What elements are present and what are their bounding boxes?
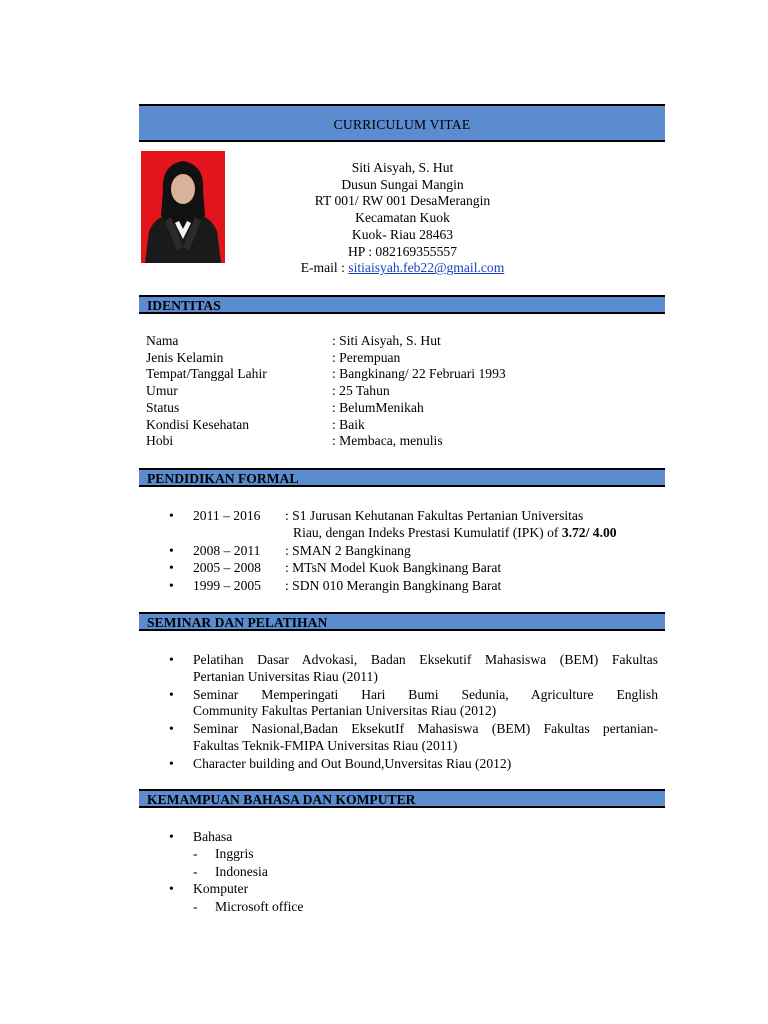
contact-name: Siti Aisyah, S. Hut [351,160,454,175]
skill-subitem-label: Microsoft office [215,898,304,914]
seminar-list [169,652,658,774]
skill-group-label: Komputer [193,881,249,897]
skills-list [169,828,493,915]
identity-key: Jenis Kelamin [146,349,224,365]
section-identitas-title: IDENTITAS [147,298,221,313]
bullet-icon: • [169,652,174,667]
education-text: : MTsN Model Kuok Bangkinang Barat [285,560,502,576]
education-list [169,507,663,594]
identity-value: : 25 Tahun [332,383,390,399]
skill-group [169,880,493,915]
skill-group [169,828,493,880]
education-item [169,542,663,559]
education-text: : SDN 010 Merangin Bangkinang Barat [285,577,502,593]
identity-key: Status [146,399,180,415]
section-pendidikan [139,468,665,487]
identity-row [146,350,506,367]
contact-address-3: Kecamatan Kuok [355,210,450,226]
profile-photo [141,151,225,263]
education-years: 1999 – 2005 [193,577,261,593]
identity-key: Umur [146,383,178,399]
identity-row [146,417,506,434]
identity-value: : Membaca, menulis [332,433,443,449]
section-seminar [139,612,665,631]
dash-icon: - [193,846,198,862]
seminar-item [169,755,658,773]
seminar-line-2: Fakultas Teknik-FMIPA Universitas Riau (2011) [193,737,458,753]
contact-block [260,160,545,277]
education-item [169,559,663,576]
education-years: 2008 – 2011 [193,542,261,558]
profile-photo-image [141,151,225,263]
education-text: : SMAN 2 Bangkinang [285,542,411,558]
contact-address-2: RT 001/ RW 001 DesaMerangin [314,193,491,209]
identity-value: : Baik [332,416,365,432]
skill-group-label: Bahasa [193,829,233,844]
contact-email-line [260,260,545,277]
identity-value: : Siti Aisyah, S. Hut [332,333,441,348]
section-seminar-title: SEMINAR DAN PELATIHAN [147,615,328,630]
section-pendidikan-title: PENDIDIKAN FORMAL [147,471,299,486]
email-label: E-mail : [300,260,345,276]
email-link[interactable]: sitiaisyah.feb22@gmail.com [348,260,505,276]
section-kemampuan [139,789,665,808]
contact-address-4: Kuok- Riau 28463 [351,226,454,242]
bullet-icon: • [169,560,174,576]
identity-value: : Perempuan [332,349,401,365]
seminar-line-1: Seminar Nasional,Badan EksekutIf Mahasiswa (BEM) Fakultas pertanian- [193,721,658,737]
skill-subitem [193,845,493,862]
contact-phone: HP : 082169355557 [347,243,457,259]
skill-subitem-label: Indonesia [215,863,268,879]
seminar-line-1: Character building and Out Bound,Unversitas Riau (2012) [193,755,512,771]
bullet-icon: • [169,542,174,558]
education-years: 2005 – 2008 [193,560,261,576]
bullet-icon: • [169,721,174,737]
education-years: 2011 – 2016 [193,508,261,523]
identity-row [146,433,506,450]
contact-address-1: Dusun Sungai Mangin [341,176,464,192]
bullet-icon: • [169,508,174,523]
identity-row [146,366,506,383]
seminar-item [169,721,658,755]
education-text: : S1 Jurusan Kehutanan Fakultas Pertanian Universitas [285,508,584,523]
seminar-line-2: Pertanian Universitas Riau (2011) [193,668,378,684]
education-detail [285,507,617,542]
education-gpa: 3.72/ 4.00 [561,525,617,541]
identity-row [146,333,506,350]
identity-value: : Bangkinang/ 22 Februari 1993 [332,366,506,382]
identity-key: Tempat/Tanggal Lahir [146,366,267,382]
dash-icon: - [193,863,198,879]
bullet-icon: • [169,577,174,593]
bullet-icon: • [169,881,174,897]
bullet-icon: • [169,755,174,771]
identity-row [146,383,506,400]
identity-list [146,333,506,450]
education-item [169,507,663,542]
identity-row [146,400,506,417]
seminar-item [169,652,658,686]
education-item [169,577,663,594]
identity-key: Kondisi Kesehatan [146,416,250,432]
skill-subitem [193,863,493,880]
skill-subitem [193,898,493,915]
cv-title: CURRICULUM VITAE [333,117,471,132]
cv-title-bar [139,104,665,142]
identity-key: Nama [146,333,179,348]
education-text-2: Riau, dengan Indeks Prestasi Kumulatif (IPK) of [293,525,562,541]
identity-value: : BelumMenikah [332,399,424,415]
skill-subitem-label: Inggris [215,846,254,862]
identity-key: Hobi [146,433,174,449]
seminar-line-1: Pelatihan Dasar Advokasi, Badan Eksekutif Mahasiswa (BEM) Fakultas [193,652,658,667]
seminar-item [169,686,658,721]
seminar-line-1: Seminar Memperingati Hari Bumi Sedunia, Agriculture English [193,686,658,702]
bullet-icon: • [169,686,174,702]
section-identitas [139,295,665,314]
section-kemampuan-title: KEMAMPUAN BAHASA DAN KOMPUTER [147,792,416,807]
dash-icon: - [193,898,198,914]
bullet-icon: • [169,829,174,844]
seminar-line-2: Community Fakultas Pertanian Universitas Riau (2012) [193,703,497,719]
